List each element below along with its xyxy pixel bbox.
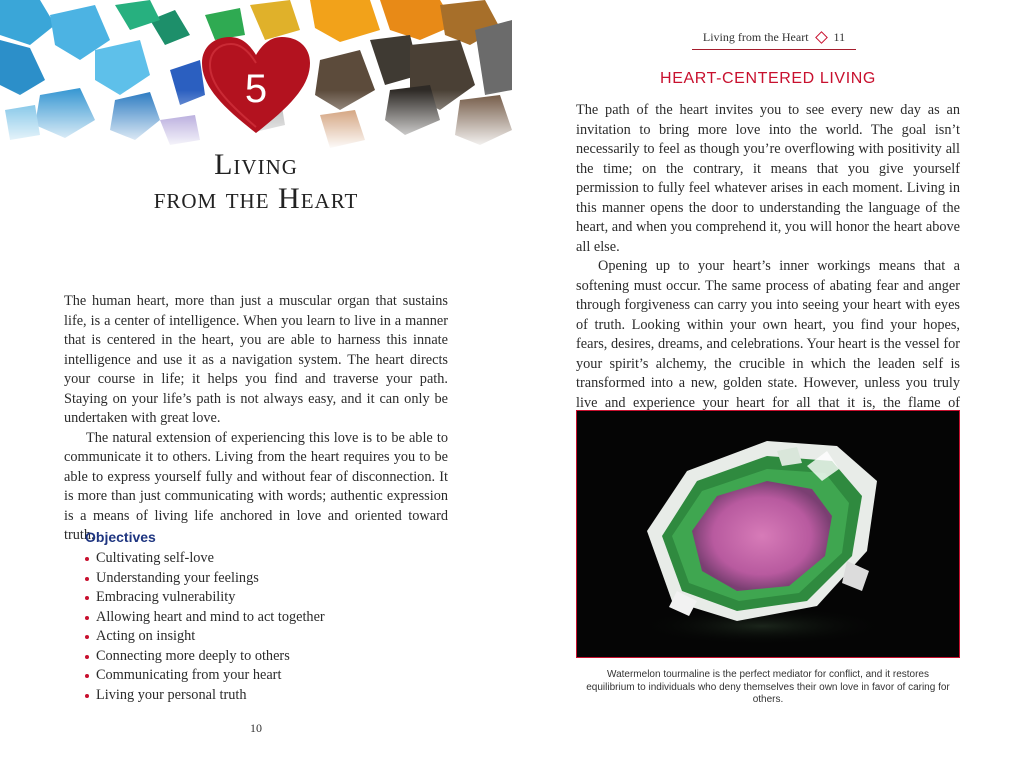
paragraph: The path of the heart invites you to see every new day as an invitation to bring more love into the world. The goal isn’t necessarily to feel as though you’re overflowing with positivity all the time; on the contrary, it means that you give yourself permission to fully feel whatever arises in each moment. Living in this manner opens the door to understanding the language of the heart, and when you comprehend it, you will honor the heart above all else. [576, 102, 960, 255]
section-title: HEART-CENTERED LIVING [660, 70, 876, 87]
list-item: Connecting more deeply to others [85, 647, 445, 667]
chapter-title-line2: from the Heart [153, 182, 359, 215]
page-number-right: 11 [833, 30, 846, 44]
objectives-box [85, 529, 445, 705]
photo-caption: Watermelon tourmaline is the perfect mediator for conflict, and it restores equilibrium to individuals who deny themselves their own love in favor of caring for others. [586, 669, 950, 705]
list-item: Acting on insight [85, 627, 445, 647]
objectives-title: Objectives [85, 529, 156, 545]
tourmaline-photo [576, 410, 960, 658]
list-item: Understanding your feelings [85, 569, 445, 589]
objectives-list [85, 549, 445, 705]
right-body-text [576, 101, 960, 433]
list-item: Communicating from your heart [85, 666, 445, 686]
chapter-number: 5 [244, 67, 268, 111]
left-body-text [64, 292, 448, 546]
running-head-title: Living from the Heart [702, 30, 809, 44]
paragraph: Opening up to your heart’s inner workings means that a softening must occur. The same process of abating fear and anger through forgiveness can carry you into seeing your heart with eyes of truth. Looking within your own heart, you find your hopes, fears, desires, dreams, and celebrations. Your heart is the vessel for your spirit’s alchemy, the crucible in which the leaden self is transformed into a new, golden state. However, unless you truly live and experience your heart for all that it is, the flame of [576, 258, 960, 411]
paragraph: The natural extension of experiencing this love is to be able to communicate it to others. Living from the heart requires you to be able to express yourself fully and without fear of disconnection. It is more than just communicating with words; authentic expression is a means of living life anchored in love and oriented toward truth. [64, 429, 448, 543]
page-number-left: 10 [250, 721, 262, 735]
list-item: Embracing vulnerability [85, 588, 445, 608]
diamond-icon [815, 31, 828, 44]
list-item: Allowing heart and mind to act together [85, 608, 445, 628]
list-item: Living your personal truth [85, 686, 445, 706]
chapter-title-line1: Living [214, 148, 298, 181]
list-item: Cultivating self-love [85, 549, 445, 569]
paragraph: The human heart, more than just a muscular organ that sustains life, is a center of intelligence. When you learn to live in a manner that is centered in the heart, you are able to harness this innate intelligence and use it as a navigation system. The heart directs your course in life; it helps you find and traverse your path. Staying on your life’s path is not always easy, and it can only be undertaken with great love. [64, 293, 448, 426]
running-head [692, 30, 856, 50]
right-page [512, 0, 1024, 768]
chapter-number-heart [200, 35, 312, 135]
